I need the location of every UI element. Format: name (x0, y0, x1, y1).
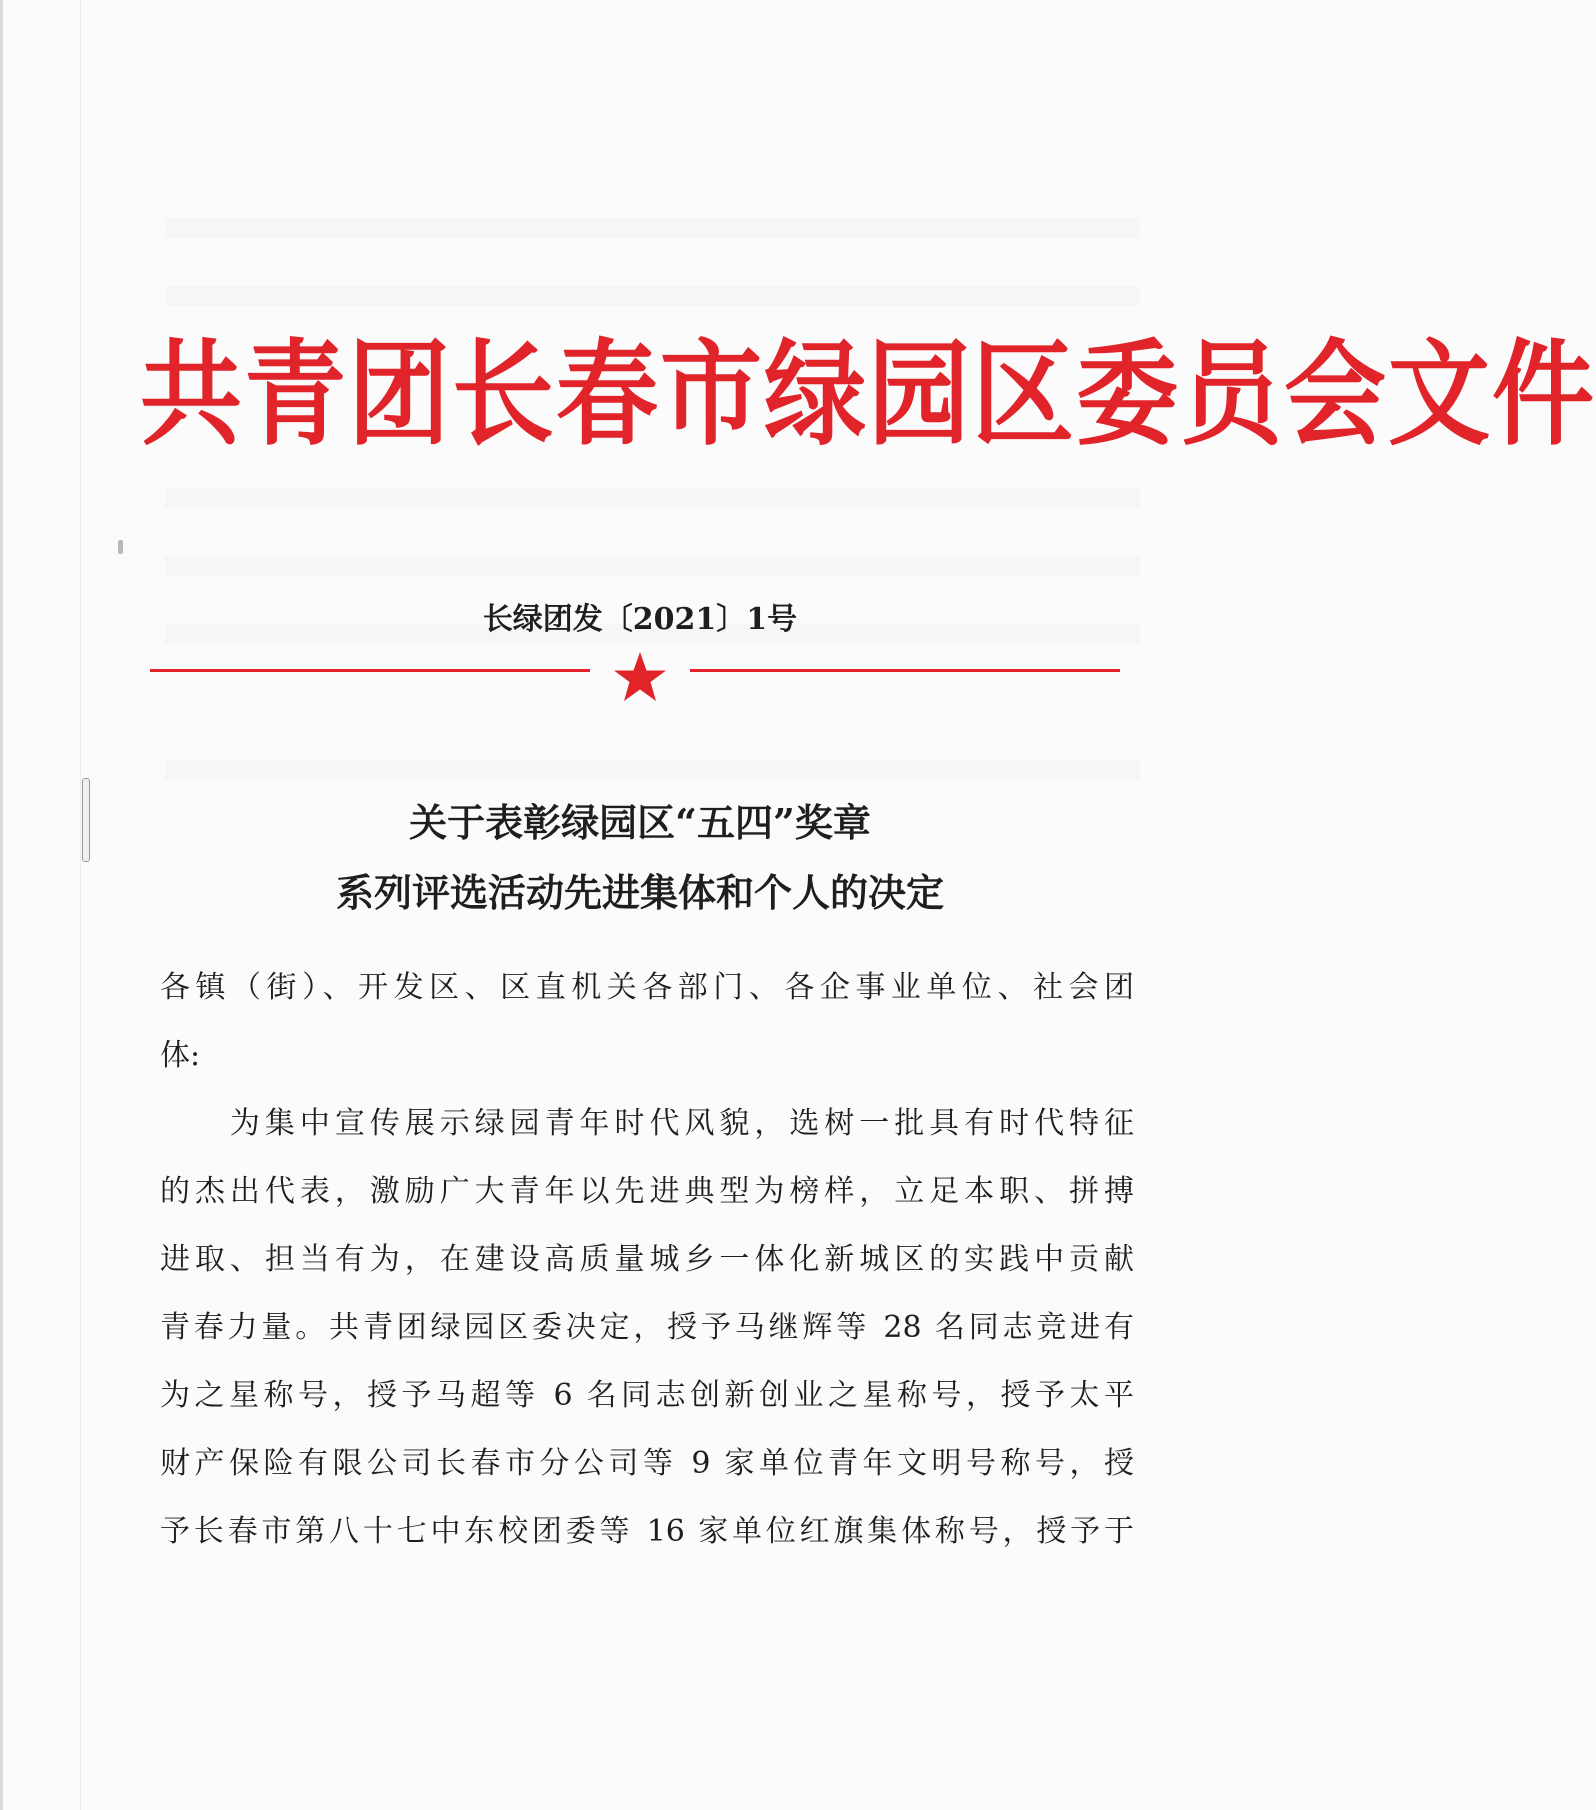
decision-title-line-1: 关于表彰绿园区“五四”奖章 (409, 800, 871, 845)
body-line: 为集中宣传展示绿园青年时代风貌，选树一批具有时代特征 (160, 1106, 1134, 1141)
bleed-through (165, 218, 1140, 238)
decision-title-line-2: 系列评选活动先进集体和个人的决定 (335, 870, 944, 915)
body-line: 的杰出代表，激励广大青年以先进典型为榜样，立足本职、拼搏 (160, 1174, 1134, 1209)
masthead-title: 共青团长春市绿园区委员会文件 (140, 327, 1596, 463)
staple-mark (82, 778, 90, 862)
bleed-through (165, 286, 1140, 306)
body-line: 进取、担当有为，在建设高质量城乡一体化新城区的实践中贡献 (160, 1242, 1134, 1277)
red-star-icon (612, 650, 668, 706)
red-rule-right (690, 669, 1120, 672)
body-line: 财产保险有限公司长春市分公司等 9 家单位青年文明号称号，授 (160, 1446, 1134, 1481)
bleed-through (165, 488, 1140, 508)
bleed-through (165, 760, 1140, 780)
bleed-through (165, 556, 1140, 576)
document-number: 长绿团发〔2021〕1号 (482, 602, 798, 637)
red-rule-left (150, 669, 590, 672)
body-line: 为之星称号，授予马超等 6 名同志创新创业之星称号，授予太平 (160, 1378, 1134, 1413)
page-edge (0, 0, 3, 1810)
body-line: 予长春市第八十七中东校团委等 16 家单位红旗集体称号，授予于 (160, 1514, 1134, 1549)
body-line: 青春力量。共青团绿园区委决定，授予马继辉等 28 名同志竞进有 (160, 1310, 1134, 1345)
paper-speck (118, 540, 123, 554)
fold-line (80, 0, 81, 1810)
body-line: 体: (160, 1038, 201, 1073)
body-line: 各镇（街）、开发区、区直机关各部门、各企事业单位、社会团 (160, 970, 1134, 1005)
